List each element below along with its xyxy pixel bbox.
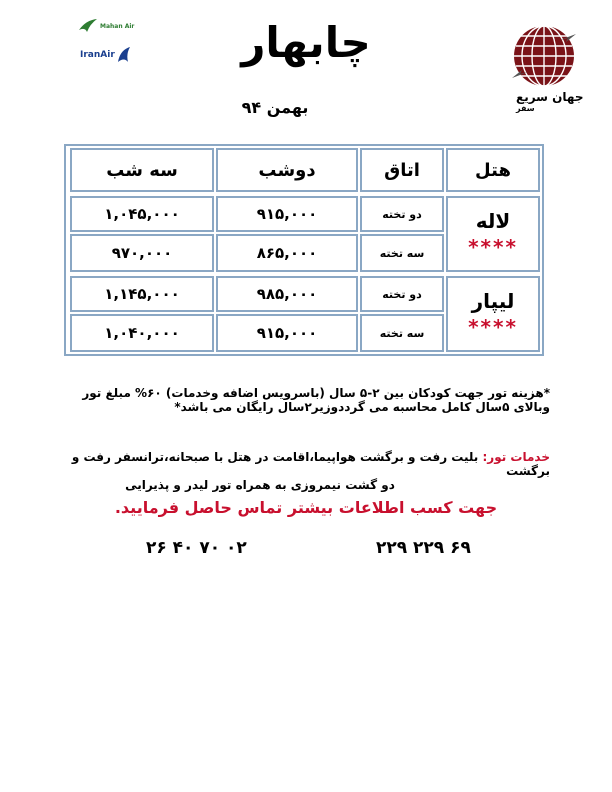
price-three-nights: ۱,۰۴۵,۰۰۰: [70, 196, 214, 232]
hotel-cell: [446, 196, 540, 272]
price-two-nights: ۹۸۵,۰۰۰: [216, 276, 358, 312]
hotel-cell: [446, 276, 540, 352]
phone-number-right[interactable]: ۲۲۹ ۲۲۹ ۶۹: [376, 538, 471, 558]
price-two-nights: ۹۱۵,۰۰۰: [216, 314, 358, 352]
globe-icon: [508, 18, 580, 96]
phone-number-left[interactable]: ۲۶ ۴۰ ۷۰ ۰۲: [146, 538, 247, 558]
services-label: خدمات تور:: [482, 450, 550, 464]
hotel-name: لیپار: [471, 289, 515, 313]
homa-bird-icon: [116, 46, 132, 64]
child-note-line-2: وبالای ۵سال کامل محاسبه می گرددوزیر۲سال رایگان می باشد*: [174, 400, 550, 414]
room-type: دو تخته: [360, 196, 444, 232]
room-type: سه تخته: [360, 314, 444, 352]
header-three-nights: سه شب: [70, 148, 214, 192]
price-two-nights: ۸۶۵,۰۰۰: [216, 234, 358, 272]
header-two-nights: دوشب: [216, 148, 358, 192]
price-table: [64, 144, 544, 356]
mahan-air-label: Mahan Air: [100, 23, 135, 30]
tour-services: [50, 450, 550, 492]
company-subtitle: سفر: [516, 104, 535, 113]
hotel-name: لاله: [475, 209, 511, 233]
services-text: بلیت رفت و برگشت هواپیما،اقامت در هتل با صبحانه،ترانسفر رفت و برگشت: [71, 450, 550, 478]
price-three-nights: ۱,۱۴۵,۰۰۰: [70, 276, 214, 312]
company-logo: [508, 18, 584, 114]
header-room: اتاق: [360, 148, 444, 192]
price-three-nights: ۱,۰۴۰,۰۰۰: [70, 314, 214, 352]
bird-icon: [78, 18, 98, 34]
child-note-line-1: *هزینه تور جهت کودکان بین ۲-۵ سال (باسرویس اضافه وخدمات) ۶۰% مبلغ تور: [82, 386, 550, 400]
contact-call-to-action: جهت کسب اطلاعات بیشتر تماس حاصل فرمایید.: [114, 498, 498, 517]
page-title: چابهار: [241, 18, 371, 67]
price-two-nights: ۹۱۵,۰۰۰: [216, 196, 358, 232]
services-line-1: [50, 450, 550, 478]
room-type: سه تخته: [360, 234, 444, 272]
company-name: جهان سریع: [516, 90, 584, 104]
child-pricing-note: [50, 386, 550, 414]
header-hotel: هتل: [446, 148, 540, 192]
services-line-2: دو گشت نیمروزی به همراه تور لیدر و پذیرایی: [125, 478, 395, 492]
hotel-stars: ****: [468, 315, 518, 339]
room-type: دو تخته: [360, 276, 444, 312]
tour-date: بهمن ۹۴: [241, 98, 309, 117]
iran-air-label: IranAir: [80, 50, 115, 60]
hotel-stars: ****: [468, 235, 518, 259]
price-three-nights: ۹۷۰,۰۰۰: [70, 234, 214, 272]
mahan-air-logo: [78, 18, 138, 36]
iran-air-logo: [78, 44, 134, 66]
